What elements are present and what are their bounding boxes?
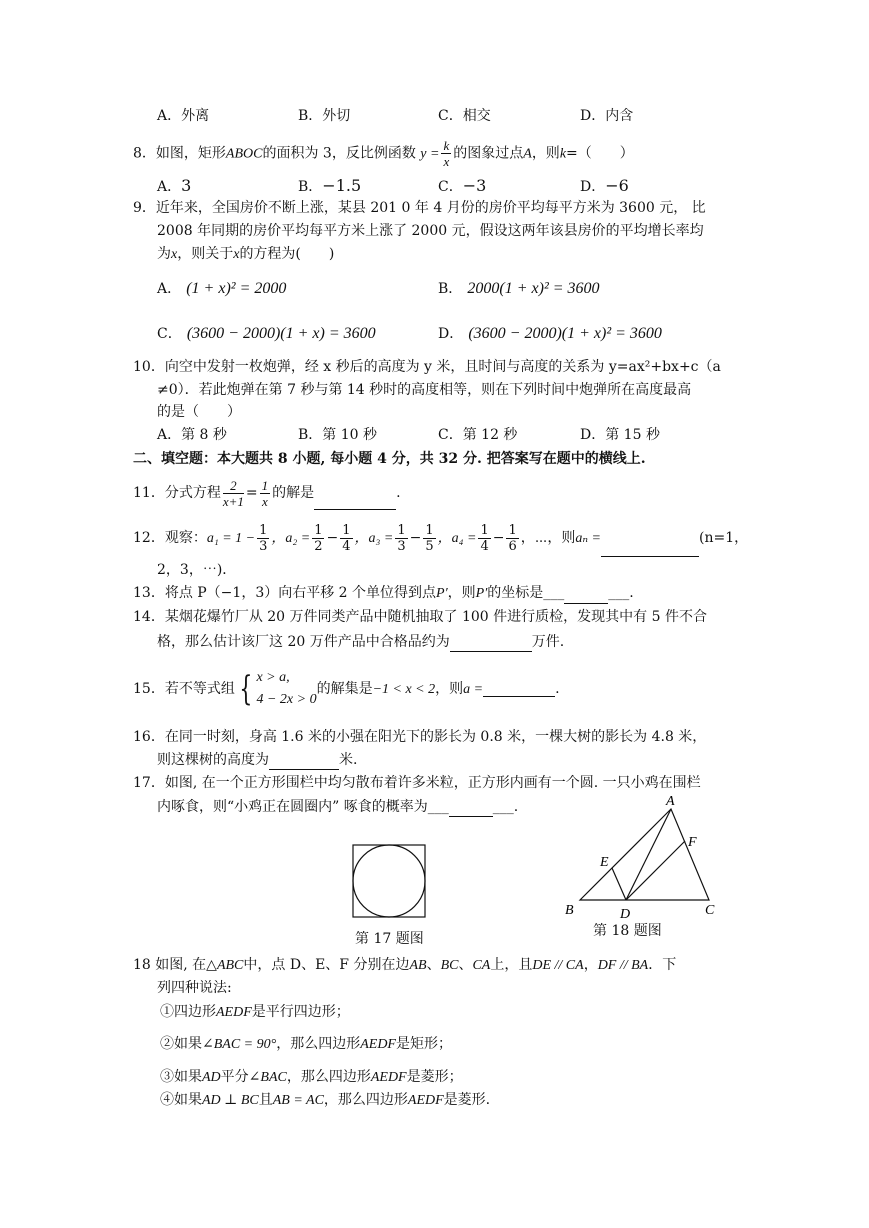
q18-item-2: ②如果∠BAC = 90°，那么四边形AEDF是矩形； <box>160 1036 452 1052</box>
q10-line3: 的是（ ） <box>157 404 241 420</box>
q17-line2: 内啄食，则“小鸡正在圆圈内” 啄食的概率为___ ___. <box>157 799 519 815</box>
q8-option-a: A．3 <box>157 176 192 195</box>
q8-option-c: C．−3 <box>438 176 487 195</box>
q8-text: 的图象过点 <box>453 145 524 162</box>
q10-line1: 10．向空中发射一枚炮弹，经 x 秒后的高度为 y 米，且时间与高度的关系为 y=ax²+bx+c（a <box>133 359 721 375</box>
q7-option-a: A．外离 <box>157 108 210 124</box>
q18-item-4: ④如果AD ⊥ BC且AB = AC，那么四边形AEDF是菱形. <box>160 1092 491 1108</box>
q18-line1: 18 如图, 在△ABC中，点 D、E、F 分别在边AB、BC、CA上，且DE // CA，DF // BA．下 <box>133 957 677 973</box>
q9-line1: 9．近年来，全国房价不断上涨，某县 201 0 年 4 月份的房价平均每平方米为 3600 元， 比 <box>133 200 706 216</box>
q10-option-a: A．第 8 秒 <box>157 427 227 443</box>
fig17-circle <box>353 845 425 917</box>
q9-option-a: A． (1 + x)² = 2000 <box>157 280 287 297</box>
q15-brace: { <box>239 669 253 709</box>
q18-item-3: ③如果AD平分∠BAC，那么四边形AEDF是菱形； <box>160 1069 463 1085</box>
q10-option-b: B．第 10 秒 <box>298 427 378 443</box>
q16-answer-blank[interactable] <box>269 755 339 770</box>
q14-line2: 格，那么估计该厂这 20 万件产品中合格品约为 万件. <box>157 634 565 650</box>
q16-line1: 16．在同一时刻，身高 1.6 米的小强在阳光下的影长为 0.8 米，一棵大树的影长为 4.8 米， <box>133 729 707 745</box>
q12-answer-blank[interactable] <box>601 542 699 557</box>
q10-option-c: C．第 12 秒 <box>438 427 518 443</box>
q8-rect-name: ABOC <box>225 146 263 162</box>
fig18-label-b: B <box>565 903 574 918</box>
q9-option-c: C． (3600 − 2000)(1 + x) = 3600 <box>157 325 376 342</box>
fig18-segment-de <box>612 868 626 900</box>
q16-line2: 则这棵树的高度为 米. <box>157 752 358 768</box>
q8-point: A <box>523 146 532 162</box>
section-2-heading: 二、填空题：本大题共 8 小题, 每小题 4 分，共 32 分. 把答案写在题中的横线上. <box>133 451 646 467</box>
fig17-caption: 第 17 题图 <box>355 931 424 947</box>
q17-answer-blank[interactable] <box>449 802 493 817</box>
q10-line2: ≠0）．若此炮弹在第 7 秒与第 14 秒时的高度相等，则在下列时间中炮弹所在高度最高 <box>157 382 692 398</box>
q17-line1: 17．如图, 在一个正方形围栏中均匀散布着许多米粒，正方形内画有一个圆. 一只小鸡在围栏 <box>133 775 701 791</box>
fig18-label-c: C <box>705 903 715 918</box>
q8-k: k <box>559 146 567 162</box>
fig18-label-f: F <box>688 835 697 850</box>
q9-line3: 为x，则关于x的方程为( ) <box>157 246 335 262</box>
q8-text: =（ ） <box>566 145 634 162</box>
q12-fraction: $\frac{1}{3}$ <box>259 522 268 554</box>
q14-answer-blank[interactable] <box>450 637 532 652</box>
fig18-label-d: D <box>620 907 631 922</box>
q8-option-b: B．−1.5 <box>298 176 362 195</box>
q13-answer-blank[interactable] <box>564 589 608 604</box>
fig18-caption: 第 18 题图 <box>593 923 662 939</box>
q18-item-1: ①四边形AEDF是平行四边形； <box>160 1004 350 1020</box>
q8-option-d: D．−6 <box>580 176 629 195</box>
q11-answer-blank[interactable] <box>314 495 396 510</box>
q8-stem <box>133 138 634 169</box>
q9-option-b: B． 2000(1 + x)² = 3600 <box>438 280 600 297</box>
q8-text: 8．如图，矩形 <box>133 145 226 162</box>
fig18-segment-ad <box>626 809 671 900</box>
q7-option-b: B．外切 <box>298 108 351 124</box>
q7-option-c: C．相交 <box>438 108 491 124</box>
q18-line2: 列四种说法: <box>157 980 232 996</box>
fig18-label-a: A <box>666 794 675 809</box>
q7-option-d: D．内含 <box>580 108 634 124</box>
q8-text: ，则 <box>531 145 560 162</box>
fig18-label-e: E <box>600 855 609 870</box>
q12-stem: 12．观察：a₁ = 1 − $\frac{1}{3}$ ，a₂ = $\frac{1}{2}$ − $\frac{1}{4}$ ，a₃ = $\frac{1}{3}$ − $\frac{1}{5}$ ，a₄ = $\frac{1}{4}$ − $\frac{1}{6}$ ，⋯，则aₙ = (n=1， <box>133 520 748 556</box>
q15-inequality-system: x > a, 4 − 2x > 0 <box>256 670 317 707</box>
q9-line2: 2008 年同期的房价平均每平方米上涨了 2000 元，假设这两年该县房价的平均增长率均 <box>157 223 704 239</box>
q9-option-d: D． (3600 − 2000)(1 + x)² = 3600 <box>438 325 662 342</box>
q15-answer-blank[interactable] <box>483 682 555 697</box>
q8-text: 的面积为 3，反比例函数 <box>262 145 416 162</box>
figure-18 <box>560 790 730 925</box>
q13-stem: 13．将点 P（−1，3）向右平移 2 个单位得到点P′，则P′的坐标是___ ___. <box>133 583 634 604</box>
q11-fraction-right: $\frac{1}{x}$ <box>261 477 269 509</box>
q15-stem: 15．若不等式组 { x > a, 4 − 2x > 0 的解集是−1 < x < 2，则a = . <box>133 669 560 709</box>
q11-fraction-left: $\frac{2}{x+1}$ <box>222 477 244 509</box>
figure-17 <box>350 842 430 922</box>
q8-function: y = <box>420 146 440 162</box>
q8-fraction: $\frac{k}{x}$ <box>443 138 450 169</box>
q12-line2: 2，3，⋯)． <box>157 562 237 578</box>
fig18-segment-df <box>626 841 685 900</box>
q11-stem: 11．分式方程 $\frac{2}{x+1}$ = $\frac{1}{x}$ 的解是 . <box>133 477 401 509</box>
q14-line1: 14．某烟花爆竹厂从 20 万件同类产品中随机抽取了 100 件进行质检，发现其中有 5 件不合 <box>133 609 707 625</box>
q10-option-d: D．第 15 秒 <box>580 427 660 443</box>
